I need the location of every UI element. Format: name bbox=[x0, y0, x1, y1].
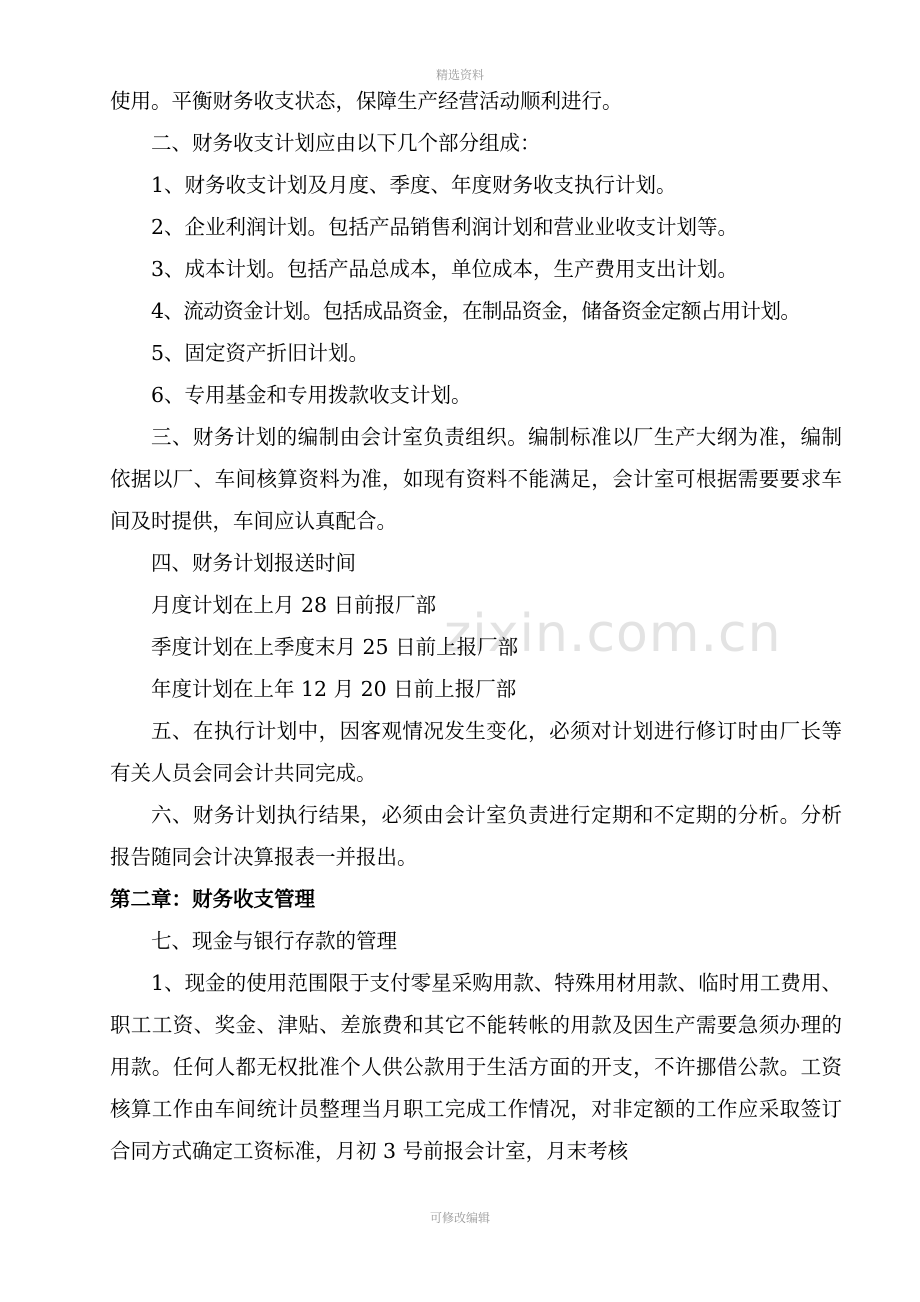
chapter-heading: 第二章：财务收支管理 bbox=[110, 887, 315, 911]
page-footer-label: 可修改编辑 bbox=[429, 1211, 490, 1225]
page-header-label: 精选资料 bbox=[435, 68, 484, 82]
paragraph: 四、财务计划报送时间 bbox=[151, 551, 356, 575]
list-item: 3、成本计划。包括产品总成本，单位成本，生产费用支出计划。 bbox=[151, 257, 739, 281]
watermark-text: zixin.com.cn bbox=[444, 604, 782, 664]
list-item: 5、固定资产折旧计划。 bbox=[151, 341, 370, 365]
paragraph: 季度计划在上季度末月 25 日前上报厂部 bbox=[151, 635, 519, 659]
paragraph: 月度计划在上月 28 日前报厂部 bbox=[151, 593, 437, 617]
paragraph: 1、现金的使用范围限于支付零星采购用款、特殊用材用款、临时用工费用、职工工资、奖金、津贴、差旅费和其它不能转帐的用款及因生产需要急须办理的用款。任何人都无权批准个人供公款用于生活方面的开支，不许挪借公款。工资核算工作由车间统计员整理当月职工完成工作情况，对非定额的工作应采取签订合同方式确定工资标准，月初 3 号前报会计室，月末考核 bbox=[110, 971, 842, 1163]
paragraph: 五、在执行计划中，因客观情况发生变化，必须对计划进行修订时由厂长等有关人员会同会计共同完成。 bbox=[110, 719, 842, 785]
list-item: 2、企业利润计划。包括产品销售利润计划和营业业收支计划等。 bbox=[151, 215, 739, 239]
paragraph: 使用。平衡财务收支状态，保障生产经营活动顺利进行。 bbox=[110, 89, 623, 113]
list-item: 1、财务收支计划及月度、季度、年度财务收支执行计划。 bbox=[151, 173, 677, 197]
list-item: 4、流动资金计划。包括成品资金，在制品资金，储备资金定额占用计划。 bbox=[151, 299, 801, 323]
paragraph: 六、财务计划执行结果，必须由会计室负责进行定期和不定期的分析。分析报告随同会计决算报表一并报出。 bbox=[110, 803, 842, 869]
section-heading: 七、现金与银行存款的管理 bbox=[151, 929, 397, 953]
paragraph: 二、财务收支计划应由以下几个部分组成： bbox=[151, 131, 541, 155]
list-item: 6、专用基金和专用拨款收支计划。 bbox=[151, 383, 472, 407]
document-body bbox=[110, 80, 842, 1172]
paragraph: 年度计划在上年 12 月 20 日前上报厂部 bbox=[151, 677, 517, 701]
paragraph: 三、财务计划的编制由会计室负责组织。编制标准以厂生产大纲为准，编制依据以厂、车间核算资料为准，如现有资料不能满足，会计室可根据需要要求车间及时提供，车间应认真配合。 bbox=[110, 425, 842, 533]
